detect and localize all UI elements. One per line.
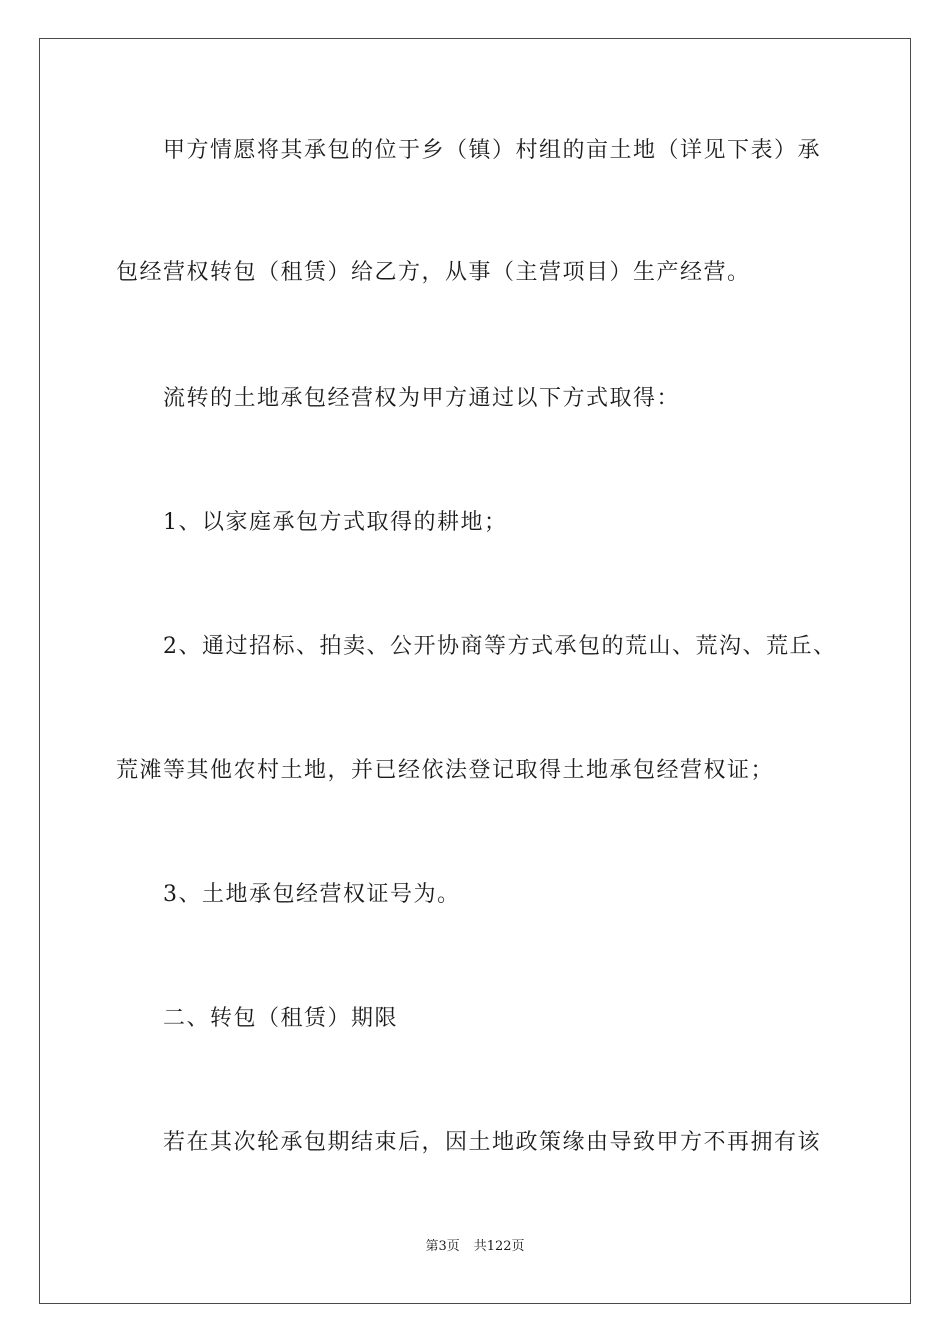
paragraph-line-6: 荒滩等其他农村土地，并已经依法登记取得土地承包经营权证；	[116, 758, 775, 783]
section-heading: 二、转包（租赁）期限	[163, 1006, 399, 1031]
paragraph-line-2: 包经营权转包（租赁）给乙方，从事（主营项目）生产经营。	[116, 260, 751, 285]
paragraph-line-4: 1、以家庭承包方式取得的耕地；	[163, 510, 508, 535]
paragraph-line-9: 若在其次轮承包期结束后，因土地政策缘由导致甲方不再拥有该	[163, 1130, 822, 1155]
paragraph-line-7: 3、土地承包经营权证号为。	[163, 882, 461, 907]
paragraph-line-3: 流转的土地承包经营权为甲方通过以下方式取得：	[163, 386, 681, 411]
total-pages: 共122页	[473, 1239, 525, 1254]
paragraph-line-1: 甲方情愿将其承包的位于乡（镇）村组的亩土地（详见下表）承	[163, 138, 822, 163]
page-number: 第3页	[425, 1239, 460, 1254]
page-footer	[0, 1238, 950, 1256]
page-border	[39, 38, 911, 1304]
paragraph-line-5: 2、通过招标、拍卖、公开协商等方式承包的荒山、荒沟、荒丘、	[163, 634, 837, 659]
